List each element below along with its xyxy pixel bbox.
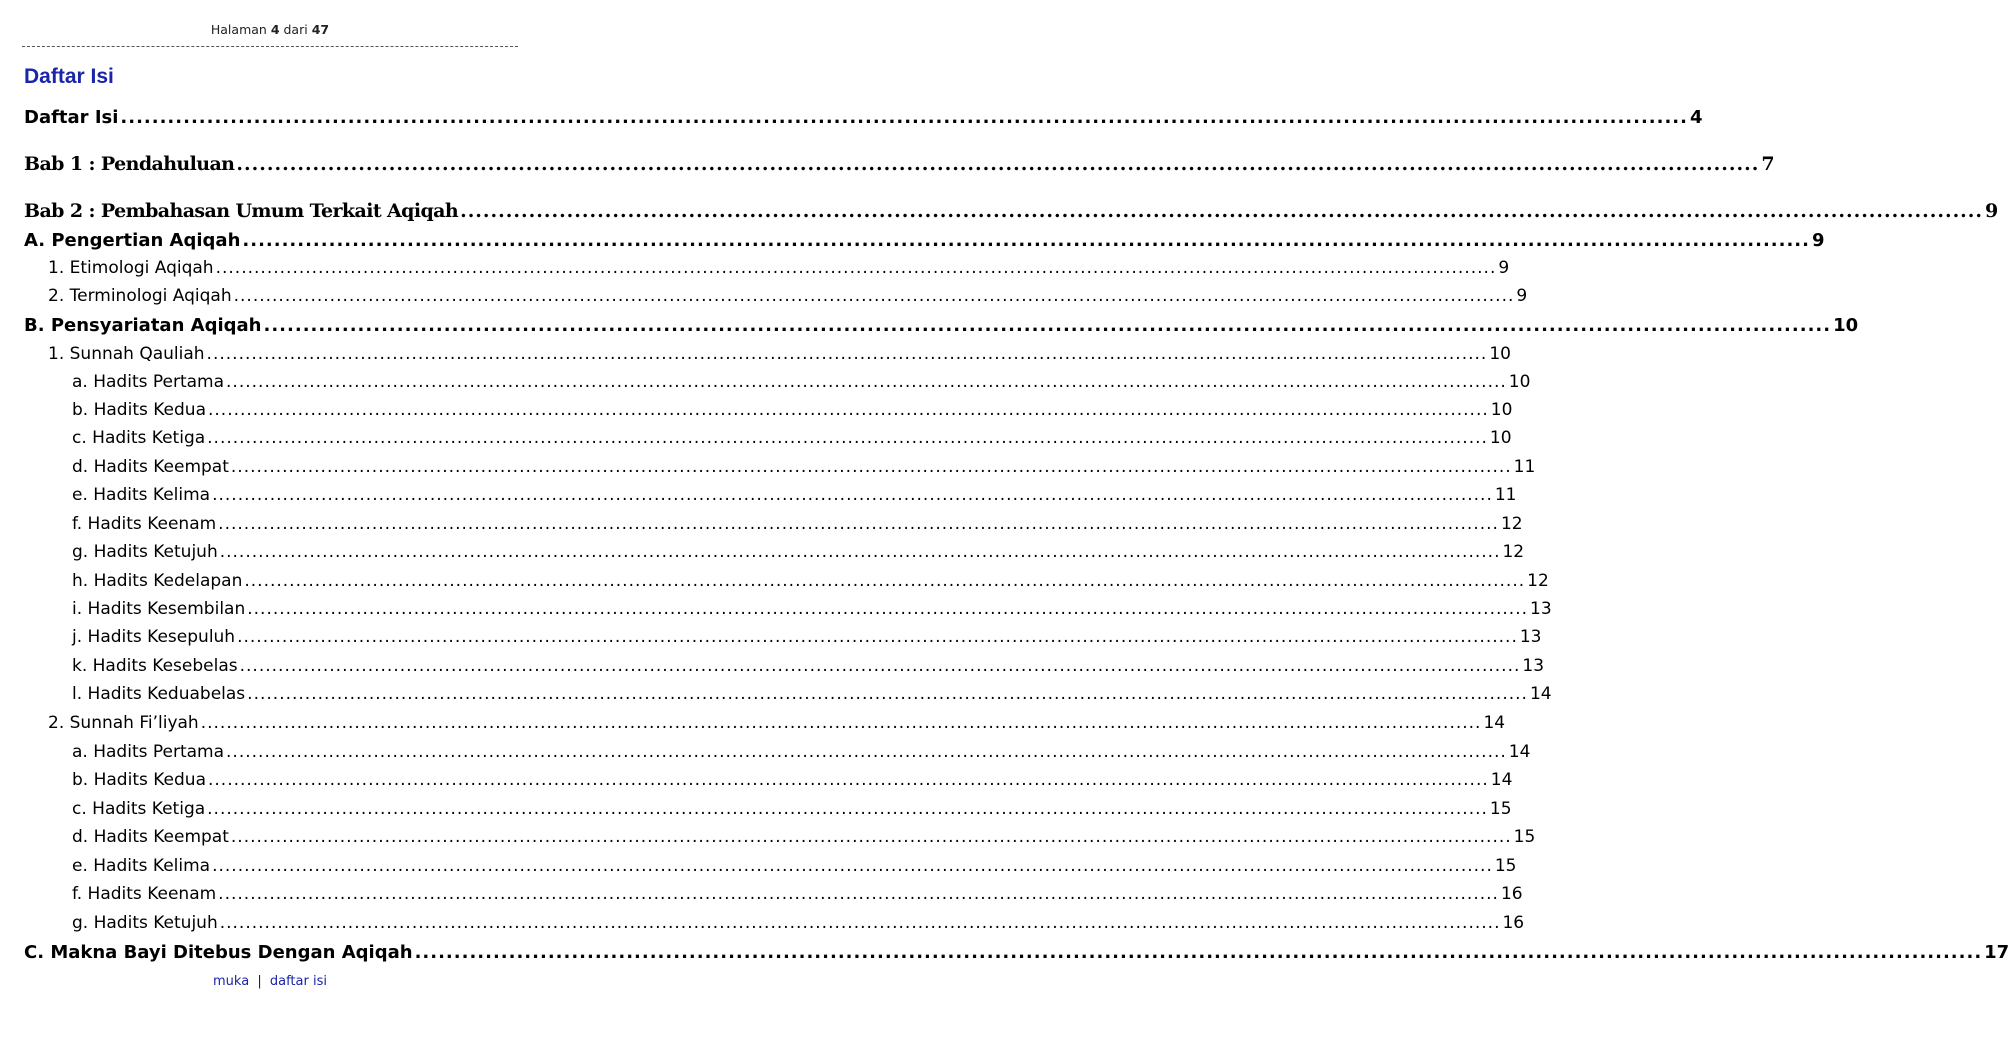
page-title: Daftar Isi [24,65,114,88]
toc-leader-dots: ........................................................................................................................................................................................................ [212,856,1493,876]
toc-entry-page-number: 16 [1500,884,1523,904]
toc-entry-label: g. Hadits Ketujuh [72,913,218,933]
toc-leader-dots: ........................................................................................................................................................................................................ [263,315,1832,336]
toc-entry[interactable] [24,315,1859,336]
toc-entry[interactable] [72,457,1536,477]
toc-entry-page-number: 17 [1984,942,2009,963]
toc-entry[interactable] [24,200,1998,222]
toc-entry-label: l. Hadits Keduabelas [72,684,246,704]
toc-entry[interactable] [72,428,1512,448]
toc-entry-label: C. Makna Bayi Ditebus Dengan Aqiqah [24,942,413,963]
toc-entry-page-number: 11 [1513,457,1536,477]
toc-leader-dots: ........................................................................................................................................................................................................ [207,770,1489,790]
toc-leader-dots: ........................................................................................................................................................................................................ [219,542,1501,562]
toc-leader-dots: ........................................................................................................................................................................................................ [414,942,1983,963]
toc-entry[interactable] [48,258,1510,278]
toc-entry-page-number: 10 [1833,315,1859,336]
header-middle: dari [283,22,308,37]
toc-leader-dots: ........................................................................................................................................................................................................ [226,372,1507,392]
toc-entry-label: j. Hadits Kesepuluh [72,627,236,647]
toc-entry-label: Bab 2 : Pembahasan Umum Terkait Aqiqah [24,200,459,222]
toc-entry-page-number: 4 [1689,107,1703,128]
toc-entry-page-number: 11 [1494,485,1517,505]
toc-entry-page-number: 14 [1490,770,1513,790]
page-header [22,22,518,47]
toc-entry[interactable] [72,856,1517,876]
toc-entry-page-number: 9 [1985,200,1998,222]
toc-leader-dots: ........................................................................................................................................................................................................ [219,913,1501,933]
toc-entry-page-number: 13 [1519,627,1542,647]
toc-entry[interactable] [72,799,1512,819]
toc-entry-label: 2. Sunnah Fi’liyah [48,713,199,733]
toc-leader-dots: ........................................................................................................................................................................................................ [200,713,1482,733]
toc-leader-dots: ........................................................................................................................................................................................................ [230,827,1512,847]
toc-entry-label: e. Hadits Kelima [72,856,211,876]
toc-entry-label: b. Hadits Kedua [72,770,206,790]
toc-leader-dots: ........................................................................................................................................................................................................ [207,428,1488,448]
footer-separator: | [257,974,262,989]
toc-entry-label: a. Hadits Pertama [72,372,225,392]
header-current-page: 4 [270,22,280,37]
toc-entry-page-number: 9 [1498,258,1510,278]
toc-entry-label: A. Pengertian Aqiqah [24,230,241,251]
toc-entry[interactable] [24,107,1703,128]
toc-entry-page-number: 10 [1489,344,1511,364]
toc-entry[interactable] [72,400,1513,420]
toc-leader-dots: ........................................................................................................................................................................................................ [230,457,1512,477]
toc-leader-dots: ........................................................................................................................................................................................................ [242,230,1810,251]
toc-entry-page-number: 14 [1508,742,1531,762]
toc-entry-label: 1. Etimologi Aqiqah [48,258,214,278]
toc-entry-label: c. Hadits Ketiga [72,428,206,448]
toc-leader-dots: ........................................................................................................................................................................................................ [207,400,1489,420]
toc-leader-dots: ........................................................................................................................................................................................................ [218,514,1499,534]
toc-leader-dots: ........................................................................................................................................................................................................ [247,684,1528,704]
toc-entry[interactable] [48,713,1506,733]
toc-entry-label: g. Hadits Ketujuh [72,542,218,562]
toc-entry-page-number: 16 [1502,913,1525,933]
toc-entry[interactable] [48,344,1511,364]
toc-entry[interactable] [72,542,1525,562]
header-prefix: Halaman [210,22,267,37]
toc-entry-label: i. Hadits Kesembilan [72,599,246,619]
toc-entry-page-number: 12 [1502,542,1525,562]
toc-entry-label: Bab 1 : Pendahuluan [24,153,235,175]
toc-entry-label: f. Hadits Keenam [72,514,217,534]
toc-entry[interactable] [72,571,1549,591]
toc-entry[interactable] [72,485,1517,505]
page-footer [0,974,540,989]
toc-leader-dots: ........................................................................................................................................................................................................ [226,742,1507,762]
toc-entry-page-number: 15 [1494,856,1517,876]
toc-entry-page-number: 10 [1490,400,1513,420]
toc-leader-dots: ........................................................................................................................................................................................................ [120,107,1688,128]
toc-entry[interactable] [72,599,1552,619]
home-link[interactable]: muka [213,974,250,989]
toc-entry[interactable] [72,770,1513,790]
toc-entry-label: h. Hadits Kedelapan [72,571,243,591]
toc-entry-page-number: 10 [1508,372,1531,392]
toc-entry-page-number: 12 [1500,514,1523,534]
toc-entry-label: d. Hadits Keempat [72,827,229,847]
toc-link[interactable]: daftar isi [269,974,327,989]
toc-entry-page-number: 9 [1811,230,1825,251]
toc-leader-dots: ........................................................................................................................................................................................................ [215,258,1497,278]
toc-entry-label: b. Hadits Kedua [72,400,206,420]
toc-entry-page-number: 13 [1522,656,1545,676]
toc-entry[interactable] [24,230,1825,251]
toc-entry-page-number: 13 [1530,599,1552,619]
toc-entry-page-number: 15 [1489,799,1512,819]
toc-leader-dots: ........................................................................................................................................................................................................ [247,599,1529,619]
toc-entry[interactable] [48,286,1528,306]
toc-entry[interactable] [24,942,2009,963]
toc-entry[interactable] [72,742,1531,762]
toc-entry[interactable] [72,656,1545,676]
toc-leader-dots: ........................................................................................................................................................................................................ [237,627,1518,647]
toc-leader-dots: ........................................................................................................................................................................................................ [207,799,1488,819]
toc-leader-dots: ........................................................................................................................................................................................................ [460,200,1984,222]
header-total-pages: 47 [311,22,330,37]
toc-leader-dots: ........................................................................................................................................................................................................ [233,286,1515,306]
toc-entry-label: a. Hadits Pertama [72,742,225,762]
toc-entry-label: e. Hadits Kelima [72,485,211,505]
toc-entry-label: 1. Sunnah Qauliah [48,344,205,364]
toc-entry-label: B. Pensyariatan Aqiqah [24,315,262,336]
toc-entry-page-number: 14 [1529,684,1552,704]
toc-entry-label: c. Hadits Ketiga [72,799,206,819]
toc-leader-dots: ........................................................................................................................................................................................................ [212,485,1493,505]
toc-entry-label: d. Hadits Keempat [72,457,229,477]
toc-entry[interactable] [72,627,1542,647]
toc-entry-label: 2. Terminologi Aqiqah [48,286,232,306]
toc-leader-dots: ........................................................................................................................................................................................................ [239,656,1521,676]
toc-entry[interactable] [72,372,1531,392]
toc-leader-dots: ........................................................................................................................................................................................................ [244,571,1526,591]
toc-entry[interactable] [72,684,1552,704]
toc-entry-page-number: 7 [1761,153,1774,175]
toc-entry-page-number: 9 [1516,286,1528,306]
toc-entry-label: Daftar Isi [24,107,119,128]
toc-entry-label: f. Hadits Keenam [72,884,217,904]
toc-entry-page-number: 14 [1483,713,1506,733]
toc-entry-page-number: 15 [1513,827,1536,847]
toc-leader-dots: ........................................................................................................................................................................................................ [206,344,1488,364]
toc-leader-dots: ........................................................................................................................................................................................................ [236,153,1760,175]
toc-entry[interactable] [24,153,1774,175]
toc-entry[interactable] [72,514,1523,534]
toc-entry-page-number: 12 [1527,571,1549,591]
toc-leader-dots: ........................................................................................................................................................................................................ [218,884,1499,904]
toc-entry[interactable] [72,884,1523,904]
toc-entry[interactable] [72,827,1536,847]
toc-entry-page-number: 10 [1489,428,1512,448]
toc-entry-label: k. Hadits Kesebelas [72,656,238,676]
toc-entry[interactable] [72,913,1525,933]
